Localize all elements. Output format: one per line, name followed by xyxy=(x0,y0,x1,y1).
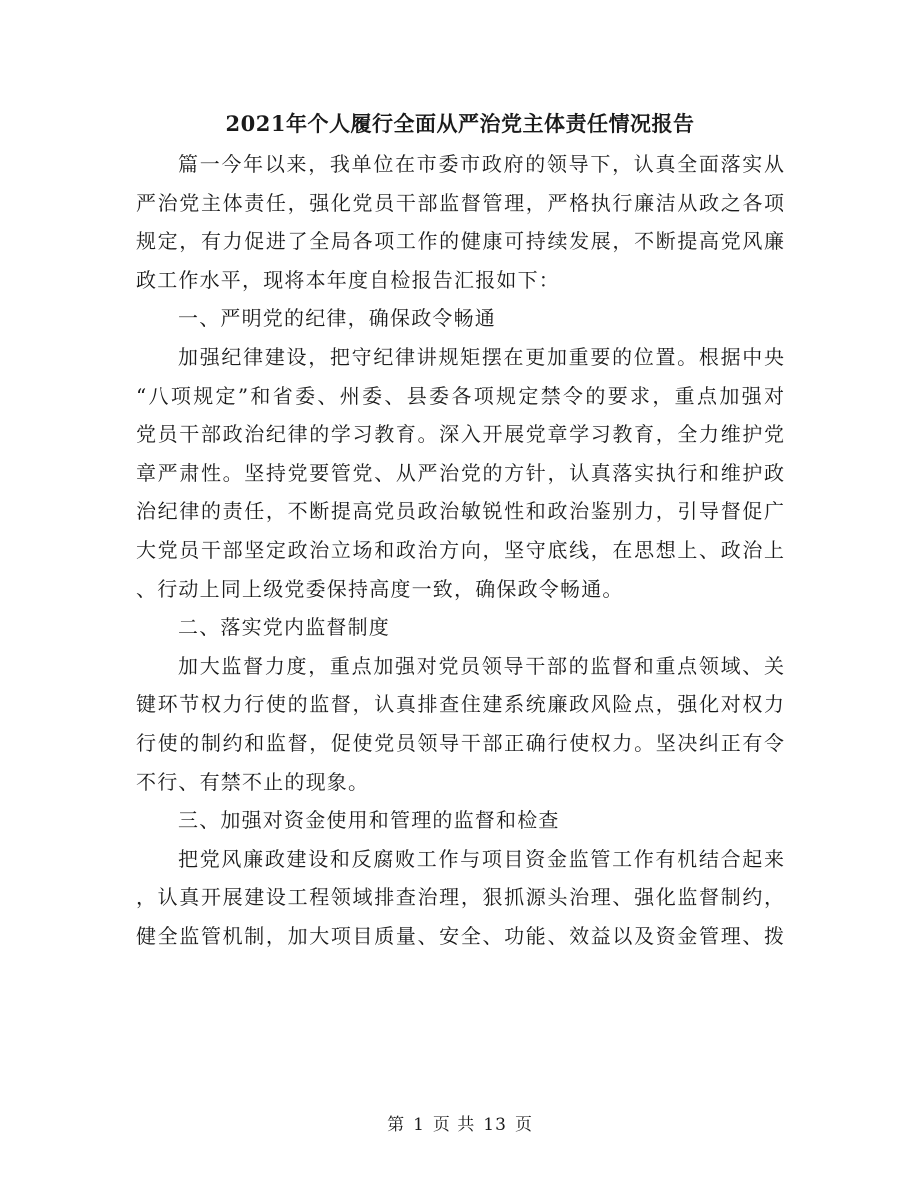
text-line: 大党员干部坚定政治立场和政治方向，坚守底线，在思想上、政治上 xyxy=(136,537,784,562)
text-line: 行使的制约和监督，促使党员领导干部正确行使权力。坚决纠正有令 xyxy=(136,730,784,755)
text-line: 章严肃性。坚持党要管党、从严治党的方针，认真落实执行和维护政 xyxy=(136,460,784,485)
footer-total-pages: 13 xyxy=(483,1115,507,1135)
text-line: 不行、有禁不止的现象。 xyxy=(136,769,370,794)
document-title: 2021年个人履行全面从严治党主体责任情况报告 xyxy=(225,111,695,136)
text-line: 一、严明党的纪律，确保政令畅通 xyxy=(178,306,496,331)
text-line: 规定，有力促进了全局各项工作的健康可持续发展，不断提高党风廉 xyxy=(136,229,784,254)
text-line: 二、落实党内监督制度 xyxy=(178,615,390,640)
text-line: 加强纪律建设，把守纪律讲规矩摆在更加重要的位置。根据中央 xyxy=(178,344,784,369)
footer-current-page: 1 xyxy=(413,1115,425,1135)
text-line: 、行动上同上级党委保持高度一致，确保政令畅通。 xyxy=(136,576,624,601)
text-line: ，认真开展建设工程领域排查治理，狠抓源头治理、强化监督制约， xyxy=(136,885,784,910)
footer-prefix: 第 xyxy=(387,1115,406,1135)
text-line: 把党风廉政建设和反腐败工作与项目资金监管工作有机结合起来 xyxy=(178,846,784,871)
text-line: 政工作水平，现将本年度自检报告汇报如下： xyxy=(136,267,560,292)
text-line: 三、加强对资金使用和管理的监督和检查 xyxy=(178,808,560,833)
text-line: 党员干部政治纪律的学习教育。深入开展党章学习教育，全力维护党 xyxy=(136,422,784,447)
page-footer xyxy=(0,1110,920,1140)
text-line: 键环节权力行使的监督，认真排查住建系统廉政风险点，强化对权力 xyxy=(136,692,784,717)
text-line: 健全监管机制，加大项目质量、安全、功能、效益以及资金管理、拨 xyxy=(136,923,784,948)
footer-middle: 页 共 xyxy=(432,1115,476,1135)
text-line: 篇一今年以来，我单位在市委市政府的领导下，认真全面落实从 xyxy=(178,152,784,176)
document-body xyxy=(136,145,784,955)
text-line: 加大监督力度，重点加强对党员领导干部的监督和重点领域、关 xyxy=(178,653,784,678)
text-line: 治纪律的责任，不断提高党员政治敏锐性和政治鉴别力，引导督促广 xyxy=(136,499,784,524)
text-line: 严治党主体责任，强化党员干部监督管理，严格执行廉洁从政之各项 xyxy=(136,190,784,215)
text-line: “八项规定”和省委、州委、县委各项规定禁令的要求，重点加强对 xyxy=(136,383,784,408)
footer-suffix: 页 xyxy=(514,1115,533,1135)
